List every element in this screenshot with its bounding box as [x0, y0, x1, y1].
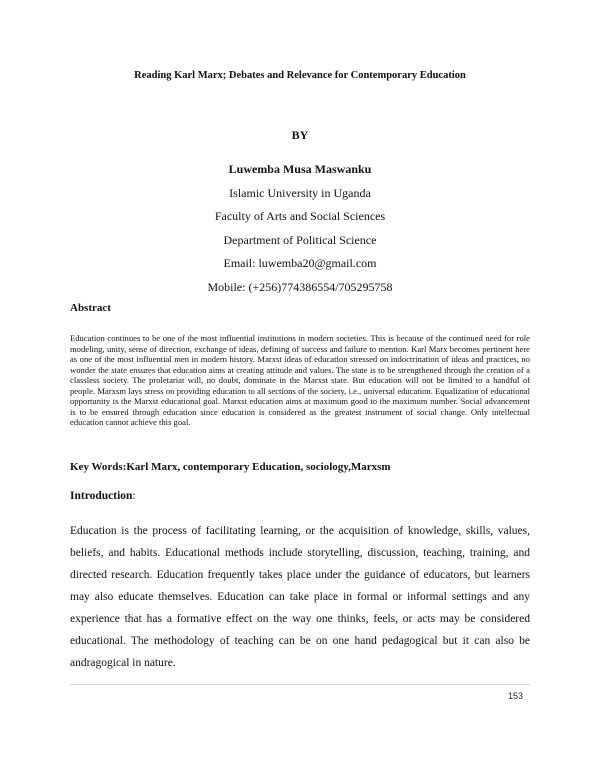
footer-divider	[70, 684, 530, 685]
introduction-heading-text: Introduction	[70, 490, 133, 502]
author-mobile: Mobile: (+256)774386554/705295758	[207, 279, 393, 294]
paper-title: Reading Karl Marx; Debates and Relevance for Contemporary Education	[134, 70, 466, 81]
introduction-heading-colon: :	[132, 490, 136, 502]
abstract-body: Education continues to be one of the most influential institutions in modern societies. This is because of the continued need for role modeling, unity, sense of direction, exchange of ideas, defining of success and failure to mention. Karl Marx becomes pertinent here as one of the most influential men in modern history. Marxst ideas of education stressed on indoctrination of ideas and practices, no wonder the state ensures that education aims at creating attitude and values. The state is to be strengthened through the creation of a classless society. The proletariat will, no doubt, dominate in the Marxst state. But education will not be limited to a handful of people. Marxsm lays stress on providing education to all sections of the society, i.e., universal education. Equalization of educational opportunity is the Marxst educational goal. Marxst education aims at maximum good to the maximum number. Social advancement is to be ensured through education since education is considered as the greatest instrument of social change. Only intellectual education cannot achieve this goal.	[70, 333, 530, 427]
by-label: BY	[291, 128, 309, 142]
author-faculty: Faculty of Arts and Social Sciences	[214, 209, 386, 223]
page-number: 153	[508, 691, 524, 701]
abstract-heading: Abstract	[70, 302, 111, 314]
author-name: Luwemba Musa Maswanku	[228, 162, 372, 176]
author-email: Email: luwemba20@gmail.com	[223, 256, 377, 270]
author-university: Islamic University in Uganda	[229, 185, 371, 200]
introduction-body: Education is the process of facilitating learning, or the acquisition of knowledge, skills, values, beliefs, and habits. Educational methods include storytelling, discussion, teaching, training, and directed research. Education frequently takes place under the guidance of educators, but learners may also educate themselves. Education can take place in formal or informal settings and any experience that has a formative effect on the way one thinks, feels, or acts may be considered educational. The methodology of teaching can be on one hand pedagogical but it can also be andragogical in nature.	[70, 525, 530, 669]
author-department: Department of Political Science	[223, 232, 377, 247]
author-block	[0, 158, 600, 299]
introduction-heading	[70, 490, 136, 502]
keywords: Key Words:Karl Marx, contemporary Education, sociology,Marxsm	[70, 461, 391, 473]
